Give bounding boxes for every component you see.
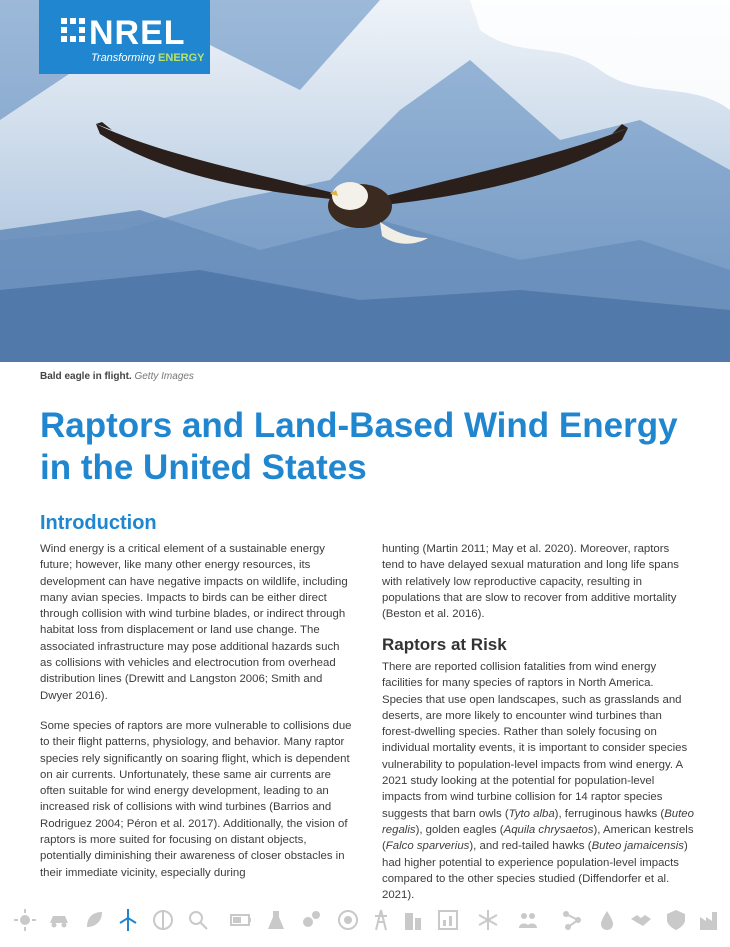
flask-icon bbox=[265, 909, 287, 931]
intro-paragraph-2: Some species of raptors are more vulnerable to collisions due to their flight patterns, physiology, and behavior. Many raptor species rely significantly on soaring flight, which is dependent on air currents. Unfortunately, these same air currents are often suitable for wind energy development, leading to an increased risk of collisions with wind turbines (Barrios and Rodriguez 2004; Péron et al. 2017). Additionally, the vision of raptors is more suited for focusing on distant objects, potentially diminishing their awareness of closer obstacles in their immediate vicinity, especially during bbox=[40, 720, 352, 879]
sun-icon bbox=[14, 909, 36, 931]
people-icon bbox=[517, 909, 539, 931]
nrel-logo[interactable] bbox=[39, 0, 210, 74]
power-tower-icon bbox=[370, 909, 392, 931]
gears-icon bbox=[300, 909, 322, 931]
magnifier-icon bbox=[187, 909, 209, 931]
car-icon bbox=[48, 909, 70, 931]
logo-tagline: Transforming ENERGY bbox=[91, 52, 205, 64]
shield-icon bbox=[665, 909, 687, 931]
factory-icon bbox=[699, 909, 721, 931]
grid-icon bbox=[152, 909, 174, 931]
target-icon bbox=[337, 909, 359, 931]
water-drop-icon bbox=[596, 909, 618, 931]
col2-paragraph-1: hunting (Martin 2011; May et al. 2020). Moreover, raptors tend to have delayed sexual maturation and long life spans with relatively low reproductive capacity, resulting in populations that are slow to recover from additive mortality (Beston et al. 2016). bbox=[382, 543, 679, 621]
handshake-icon bbox=[630, 909, 652, 931]
photo-caption: Bald eagle in flight. Getty Images bbox=[40, 371, 194, 382]
hero-photo bbox=[0, 0, 730, 362]
intro-heading: Introduction bbox=[40, 512, 157, 534]
page-title: Raptors and Land-Based Wind Energy in the United States bbox=[40, 406, 678, 487]
leaf-icon bbox=[83, 909, 105, 931]
nrel-mark-icon bbox=[61, 18, 85, 42]
battery-icon bbox=[230, 909, 252, 931]
intro-paragraph-1: Wind energy is a critical element of a sustainable energy future; however, like many other energy resources, its development can have negative impacts on wildlife, including many avian species. Impacts to birds can be either direct through collision with wind turbine blades, or indirect through habitat loss from displacement or land use change. The associated infrastructure may pose additional hazards such as collisions with vehicles and electrocution from overhead distribution lines (Drewitt and Langston 2006; Smith and Dwyer 2016). bbox=[40, 543, 348, 702]
wind-turbine-icon bbox=[117, 909, 139, 931]
network-icon bbox=[561, 909, 583, 931]
footer-icon-strip bbox=[0, 903, 730, 947]
raptors-at-risk-paragraph: There are reported collision fatalities from wind energy facilities for many species of raptors in North America. Species that use open landscapes, such as grasslands and deserts, are more likely to encounter wind turbines than forest-dwelling species. Rather than solely focusing on individual mortality events, it is important to consider species vulnerability to population-level impacts from wind energy. A 2021 study looking at the potential for population-level impacts from wind turbine collision for 14 raptor species suggests that barn owls (Tyto alba), ferruginous hawks (Buteo regalis), golden eagles (Aquila chrysaetos), American kestrels (Falco sparverius), and red-tailed hawks (Buteo jamaicensis) had higher potential to experience population-level impacts compared to the other species studied (Diffendorfer et al. 2021). bbox=[382, 661, 694, 902]
chart-icon bbox=[437, 909, 459, 931]
raptors-at-risk-heading: Raptors at Risk bbox=[382, 635, 507, 654]
building-icon bbox=[402, 909, 424, 931]
logo-wordmark: NREL bbox=[89, 14, 186, 52]
snowflake-icon bbox=[477, 909, 499, 931]
